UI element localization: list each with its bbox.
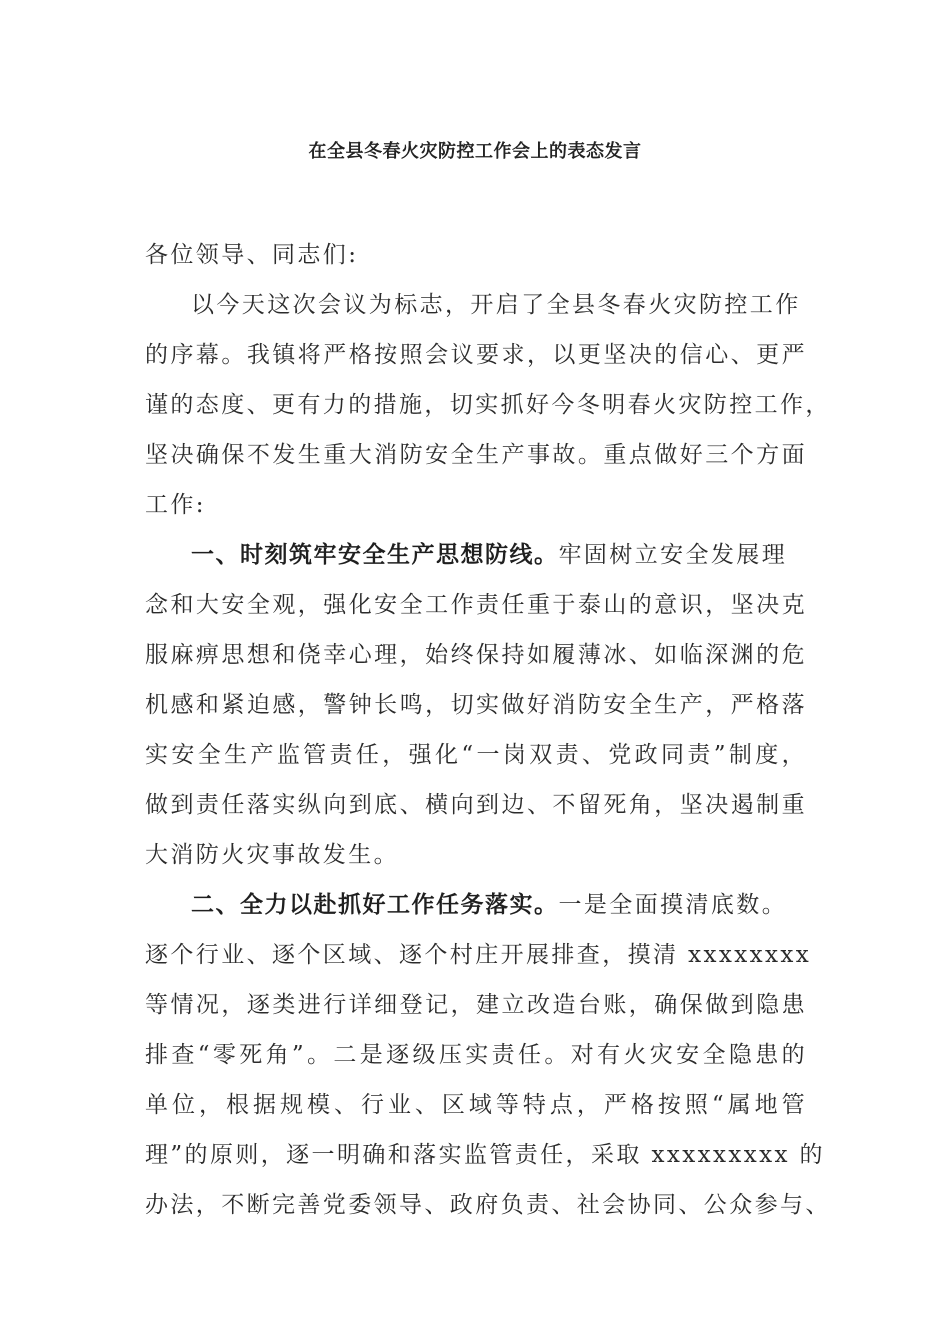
document-title: 在全县冬春火灾防控工作会上的表态发言	[308, 141, 642, 162]
section2-line: 理”的原则，逐一明确和落实监管责任，采取 xxxxxxxxx 的	[145, 1142, 825, 1168]
section1-first-line-text: 牢固树立安全发展理	[558, 542, 788, 568]
document-body	[145, 230, 831, 1230]
section1-line: 大消防火灾事故发生。	[145, 842, 399, 868]
section1-heading: 一、时刻筑牢安全生产思想防线。	[191, 542, 559, 568]
section1-line: 念和大安全观，强化安全工作责任重于泰山的意识，坚决克	[145, 592, 807, 618]
section1-first-line	[145, 530, 807, 580]
section2-first-line-text: 一是全面摸清底数。	[558, 892, 788, 918]
intro-line: 的序幕。我镇将严格按照会议要求，以更坚决的信心、更严	[145, 342, 807, 368]
intro-line: 谨的态度、更有力的措施，切实抓好今冬明春火灾防控工作，	[145, 392, 831, 418]
intro-line: 坚决确保不发生重大消防安全生产事故。重点做好三个方面	[145, 442, 807, 468]
section2-line: 等情况，逐类进行详细登记，建立改造台账，确保做到隐患	[145, 992, 807, 1018]
section1-line: 实安全生产监管责任，强化“一岗双责、党政同责”制度，	[145, 742, 807, 768]
section2-line: 办法，不断完善党委领导、政府负责、社会协同、公众参与、	[145, 1192, 831, 1218]
section2-line: 逐个行业、逐个区域、逐个村庄开展排查，摸清 xxxxxxxx	[145, 942, 812, 968]
section1-line: 机感和紧迫感，警钟长鸣，切实做好消防安全生产，严格落	[145, 692, 807, 718]
intro-line: 工作:	[145, 492, 206, 518]
intro-line: 以今天这次会议为标志，开启了全县冬春火灾防控工作	[191, 292, 801, 318]
section2-line: 单位，根据规模、行业、区域等特点，严格按照“属地管	[145, 1092, 807, 1118]
section2-heading: 二、全力以赴抓好工作任务落实。	[191, 892, 559, 918]
section2-first-line	[145, 880, 807, 930]
section1-line: 做到责任落实纵向到底、横向到边、不留死角，坚决遏制重	[145, 792, 807, 818]
section1-line: 服麻痹思想和侥幸心理，始终保持如履薄冰、如临深渊的危	[145, 642, 807, 668]
salutation: 各位领导、同志们:	[145, 242, 359, 268]
section2-line: 排查“零死角”。二是逐级压实责任。对有火灾安全隐患的	[145, 1042, 807, 1068]
